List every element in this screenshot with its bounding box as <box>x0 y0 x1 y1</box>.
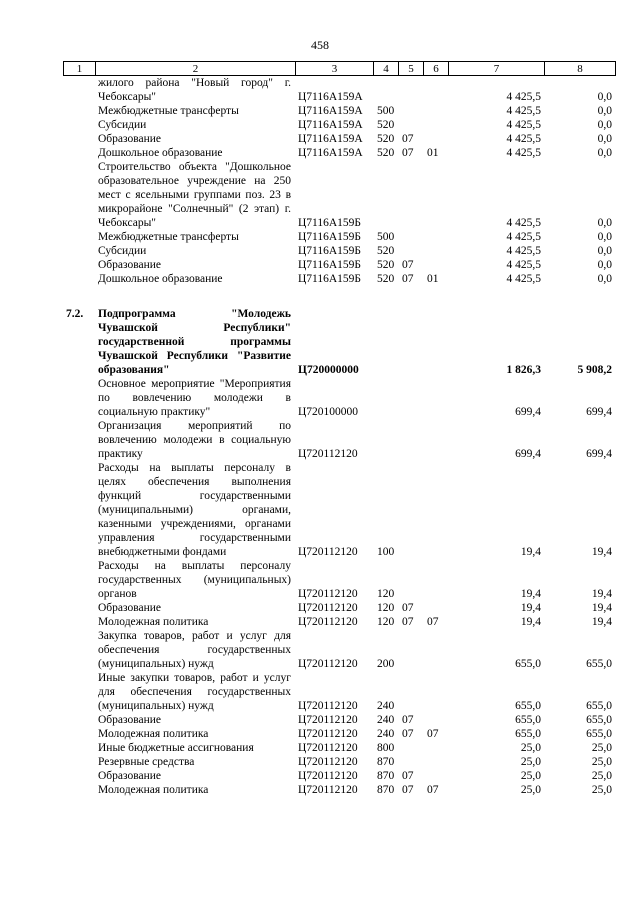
table-row <box>63 377 615 419</box>
row-amount-8: 0,0 <box>597 119 612 131</box>
row-amount-7: 655,0 <box>515 658 541 670</box>
table-row <box>63 601 615 615</box>
row-col-5: 07 <box>402 770 414 782</box>
row-code: Ц720112120 <box>298 742 358 754</box>
row-code: Ц720112120 <box>298 658 358 670</box>
table-header <box>63 61 616 76</box>
row-number <box>63 258 95 272</box>
row-amount-7: 4 425,5 <box>506 133 541 145</box>
row-amount-7: 19,4 <box>520 602 541 614</box>
row-amount-8: 0,0 <box>597 147 612 159</box>
row-amount-8: 655,0 <box>586 700 612 712</box>
row-col-6 <box>423 629 448 671</box>
row-code: Ц7116А159А <box>298 133 363 145</box>
row-amount-7: 19,4 <box>520 616 541 628</box>
row-col-6: 01 <box>427 147 439 159</box>
row-amount-7: 25,0 <box>520 784 541 796</box>
row-col-4: 120 <box>377 588 395 600</box>
row-amount-8: 5 908,2 <box>577 364 612 376</box>
row-col-6: 01 <box>427 273 439 285</box>
row-name: Дошкольное образование <box>98 147 223 159</box>
table-row <box>63 671 615 713</box>
row-col-4: 520 <box>377 133 395 145</box>
row-number <box>63 713 95 727</box>
table-row <box>63 419 615 461</box>
row-col-5 <box>398 741 423 755</box>
row-code: Ц720112120 <box>298 616 358 628</box>
row-amount-8: 655,0 <box>586 728 612 740</box>
row-code: Ц720112120 <box>298 448 358 460</box>
row-col-5: 07 <box>402 728 414 740</box>
row-amount-7: 4 425,5 <box>506 217 541 229</box>
row-amount-7: 4 425,5 <box>506 91 541 103</box>
row-number <box>63 272 95 286</box>
table-row <box>63 272 615 286</box>
row-col-4: 870 <box>377 756 395 768</box>
row-col-4: 800 <box>377 742 395 754</box>
row-col-6: 07 <box>427 784 439 796</box>
table-row <box>63 461 615 559</box>
row-amount-8: 0,0 <box>597 245 612 257</box>
row-amount-7: 655,0 <box>515 714 541 726</box>
row-name: Образование <box>98 133 162 145</box>
row-amount-7: 699,4 <box>515 406 541 418</box>
row-amount-8: 0,0 <box>597 231 612 243</box>
row-code: Ц7116А159А <box>298 147 363 159</box>
row-number <box>63 601 95 615</box>
row-col-5 <box>398 629 423 671</box>
row-amount-7: 25,0 <box>520 770 541 782</box>
row-amount-7: 4 425,5 <box>506 147 541 159</box>
row-code: Ц7116А159Б <box>298 231 362 243</box>
row-col-5 <box>398 671 423 713</box>
table-row <box>63 230 615 244</box>
row-col-5: 07 <box>402 133 414 145</box>
row-code: Ц720112120 <box>298 728 358 740</box>
row-name: Субсидии <box>98 119 147 131</box>
row-amount-7: 25,0 <box>520 742 541 754</box>
row-col-4: 500 <box>377 105 395 117</box>
row-col-4: 520 <box>377 245 395 257</box>
table-row <box>63 146 615 160</box>
table-row <box>63 783 615 797</box>
row-col-4: 200 <box>377 658 395 670</box>
row-col-4: 870 <box>377 784 395 796</box>
row-col-4 <box>373 76 398 104</box>
row-code: Ц7116А159А <box>298 119 363 131</box>
row-col-4: 240 <box>377 700 395 712</box>
row-code: Ц7116А159А <box>298 91 363 103</box>
row-number <box>63 419 95 461</box>
row-name: Молодежная политика <box>98 728 209 740</box>
table-row <box>63 132 615 146</box>
row-col-6 <box>423 461 448 559</box>
header-col-4: 4 <box>374 62 399 76</box>
row-name: Образование <box>98 602 162 614</box>
row-amount-8: 699,4 <box>586 448 612 460</box>
table-row <box>63 258 615 272</box>
row-code: Ц720112120 <box>298 700 358 712</box>
row-col-5: 07 <box>402 259 414 271</box>
row-col-5 <box>398 104 423 118</box>
row-col-6 <box>423 419 448 461</box>
row-col-5 <box>398 76 423 104</box>
row-col-4: 500 <box>377 231 395 243</box>
row-name: Основное мероприятие "Мероприятия по вовлечению молодежи в социальную практику" <box>98 378 291 418</box>
row-code: Ц7116А159Б <box>298 217 362 229</box>
row-col-4: 520 <box>377 259 395 271</box>
row-code: Ц720112120 <box>298 714 358 726</box>
table-row <box>63 713 615 727</box>
row-number <box>63 671 95 713</box>
row-name: жилого района "Новый город" г. Чебоксары" <box>98 77 291 103</box>
row-code: Ц720112120 <box>298 588 358 600</box>
row-amount-8: 19,4 <box>591 546 612 558</box>
table-row <box>63 755 615 769</box>
row-amount-8: 0,0 <box>597 133 612 145</box>
row-col-4: 120 <box>377 616 395 628</box>
row-number <box>63 104 95 118</box>
row-name: Межбюджетные трансферты <box>98 231 239 243</box>
row-name: Субсидии <box>98 245 147 257</box>
row-col-4 <box>373 307 398 377</box>
row-code: Ц7116А159Б <box>298 245 362 257</box>
row-number: 7.2. <box>66 308 84 320</box>
row-amount-7: 699,4 <box>515 448 541 460</box>
row-name: Образование <box>98 770 162 782</box>
row-amount-8: 0,0 <box>597 91 612 103</box>
spacer-row <box>63 286 615 307</box>
row-col-6 <box>423 559 448 601</box>
row-name: Образование <box>98 714 162 726</box>
row-col-6 <box>423 671 448 713</box>
row-number <box>63 146 95 160</box>
row-amount-8: 655,0 <box>586 658 612 670</box>
row-col-6 <box>423 741 448 755</box>
table-row <box>63 118 615 132</box>
row-name: Подпрограмма "Молодежь Чувашской Республики" государственной программы Чувашской Республики "Развитие образования" <box>98 308 291 376</box>
table-row <box>63 769 615 783</box>
row-code: Ц720112120 <box>298 756 358 768</box>
row-number <box>63 244 95 258</box>
row-number <box>63 118 95 132</box>
row-amount-7: 4 425,5 <box>506 105 541 117</box>
row-col-5 <box>398 419 423 461</box>
row-col-4: 120 <box>377 602 395 614</box>
row-col-4: 520 <box>377 273 395 285</box>
page-number: 458 <box>311 38 329 52</box>
row-col-6: 07 <box>427 728 439 740</box>
row-col-5 <box>398 118 423 132</box>
row-col-6 <box>423 118 448 132</box>
row-amount-7: 4 425,5 <box>506 119 541 131</box>
row-col-5 <box>398 461 423 559</box>
row-amount-7: 4 425,5 <box>506 273 541 285</box>
header-col-7: 7 <box>449 62 545 76</box>
row-number <box>63 615 95 629</box>
row-amount-7: 655,0 <box>515 728 541 740</box>
row-code: Ц7116А159Б <box>298 273 362 285</box>
row-amount-8: 25,0 <box>591 770 612 782</box>
row-amount-8: 0,0 <box>597 273 612 285</box>
row-col-4: 100 <box>377 546 395 558</box>
table-row <box>63 629 615 671</box>
row-code: Ц720100000 <box>298 406 359 418</box>
row-col-5 <box>398 160 423 230</box>
row-col-6 <box>423 104 448 118</box>
header-col-3: 3 <box>296 62 374 76</box>
row-amount-7: 1 826,3 <box>506 364 541 376</box>
table-row <box>63 76 615 104</box>
row-name: Строительство объекта "Дошкольное образовательное учреждение на 250 мест с ясельными группами поз. 23 в микрорайоне "Солнечный" (2 этап) г. Чебоксары" <box>98 161 291 229</box>
row-name: Расходы на выплаты персоналу государственных (муниципальных) органов <box>98 560 291 600</box>
row-amount-8: 19,4 <box>591 602 612 614</box>
row-col-6 <box>423 160 448 230</box>
row-amount-7: 25,0 <box>520 756 541 768</box>
table-row <box>63 615 615 629</box>
row-amount-8: 19,4 <box>591 616 612 628</box>
row-name: Иные бюджетные ассигнования <box>98 742 254 754</box>
row-col-5: 07 <box>402 616 414 628</box>
row-number <box>63 160 95 230</box>
row-number <box>63 377 95 419</box>
row-name: Дошкольное образование <box>98 273 223 285</box>
row-col-5 <box>398 755 423 769</box>
budget-table <box>63 76 615 797</box>
row-col-5 <box>398 230 423 244</box>
row-col-6 <box>423 244 448 258</box>
row-number <box>63 559 95 601</box>
row-amount-8: 25,0 <box>591 742 612 754</box>
row-col-6: 07 <box>427 616 439 628</box>
table-row <box>63 160 615 230</box>
row-col-6 <box>423 230 448 244</box>
row-name: Образование <box>98 259 162 271</box>
row-amount-7: 4 425,5 <box>506 259 541 271</box>
row-amount-8: 0,0 <box>597 105 612 117</box>
row-col-5: 07 <box>402 147 414 159</box>
row-number <box>63 461 95 559</box>
row-name: Молодежная политика <box>98 784 209 796</box>
table-row <box>63 559 615 601</box>
row-code: Ц720112120 <box>298 784 358 796</box>
row-col-5 <box>398 559 423 601</box>
row-amount-7: 655,0 <box>515 700 541 712</box>
row-col-5: 07 <box>402 784 414 796</box>
row-col-5 <box>398 307 423 377</box>
row-col-5: 07 <box>402 714 414 726</box>
row-amount-7: 4 425,5 <box>506 245 541 257</box>
row-col-6 <box>423 307 448 377</box>
header-col-5: 5 <box>399 62 424 76</box>
table-row <box>63 307 615 377</box>
row-amount-8: 25,0 <box>591 756 612 768</box>
row-col-4: 520 <box>377 119 395 131</box>
row-col-4 <box>373 160 398 230</box>
row-col-6 <box>423 258 448 272</box>
row-col-5: 07 <box>402 273 414 285</box>
table-row <box>63 727 615 741</box>
header-col-1: 1 <box>64 62 96 76</box>
row-code: Ц7116А159А <box>298 105 363 117</box>
row-number <box>63 132 95 146</box>
row-name: Расходы на выплаты персоналу в целях обеспечения выполнения функций государственными (муниципальными) органами, казенными учреждениями, органами управления государственными внебюджетными фондами <box>98 462 291 558</box>
table-row <box>63 741 615 755</box>
row-number <box>63 230 95 244</box>
row-name: Иные закупки товаров, работ и услуг для обеспечения государственных (муниципальных) нужд <box>98 672 291 712</box>
row-col-4: 240 <box>377 714 395 726</box>
row-amount-7: 19,4 <box>520 588 541 600</box>
row-number <box>63 755 95 769</box>
row-amount-8: 19,4 <box>591 588 612 600</box>
row-name: Закупка товаров, работ и услуг для обеспечения государственных (муниципальных) нужд <box>98 630 291 670</box>
row-col-6 <box>423 76 448 104</box>
row-name: Межбюджетные трансферты <box>98 105 239 117</box>
row-col-4: 520 <box>377 147 395 159</box>
row-col-6 <box>423 377 448 419</box>
row-number <box>63 769 95 783</box>
row-col-6 <box>423 132 448 146</box>
row-col-5: 07 <box>402 602 414 614</box>
header-col-6: 6 <box>424 62 449 76</box>
row-col-5 <box>398 377 423 419</box>
row-col-6 <box>423 755 448 769</box>
row-code: Ц720112120 <box>298 546 358 558</box>
row-amount-8: 25,0 <box>591 784 612 796</box>
row-number <box>63 783 95 797</box>
table-row <box>63 104 615 118</box>
header-col-8: 8 <box>545 62 616 76</box>
row-code: Ц7116А159Б <box>298 259 362 271</box>
row-number <box>63 741 95 755</box>
row-number <box>63 727 95 741</box>
row-name: Молодежная политика <box>98 616 209 628</box>
row-amount-8: 655,0 <box>586 714 612 726</box>
row-col-4 <box>373 419 398 461</box>
row-amount-8: 699,4 <box>586 406 612 418</box>
row-amount-8: 0,0 <box>597 259 612 271</box>
row-col-4 <box>373 377 398 419</box>
row-number <box>63 629 95 671</box>
header-col-2: 2 <box>96 62 296 76</box>
row-col-6 <box>423 769 448 783</box>
row-col-5 <box>398 244 423 258</box>
row-code: Ц720112120 <box>298 602 358 614</box>
row-col-4: 240 <box>377 728 395 740</box>
table-row <box>63 244 615 258</box>
row-number <box>63 76 95 104</box>
row-code: Ц720000000 <box>298 364 359 376</box>
row-amount-7: 19,4 <box>520 546 541 558</box>
row-amount-8: 0,0 <box>597 217 612 229</box>
row-col-6 <box>423 601 448 615</box>
row-name: Организация мероприятий по вовлечению молодежи в социальную практику <box>98 420 291 460</box>
row-col-6 <box>423 713 448 727</box>
row-code: Ц720112120 <box>298 770 358 782</box>
row-name: Резервные средства <box>98 756 195 768</box>
row-col-4: 870 <box>377 770 395 782</box>
row-amount-7: 4 425,5 <box>506 231 541 243</box>
